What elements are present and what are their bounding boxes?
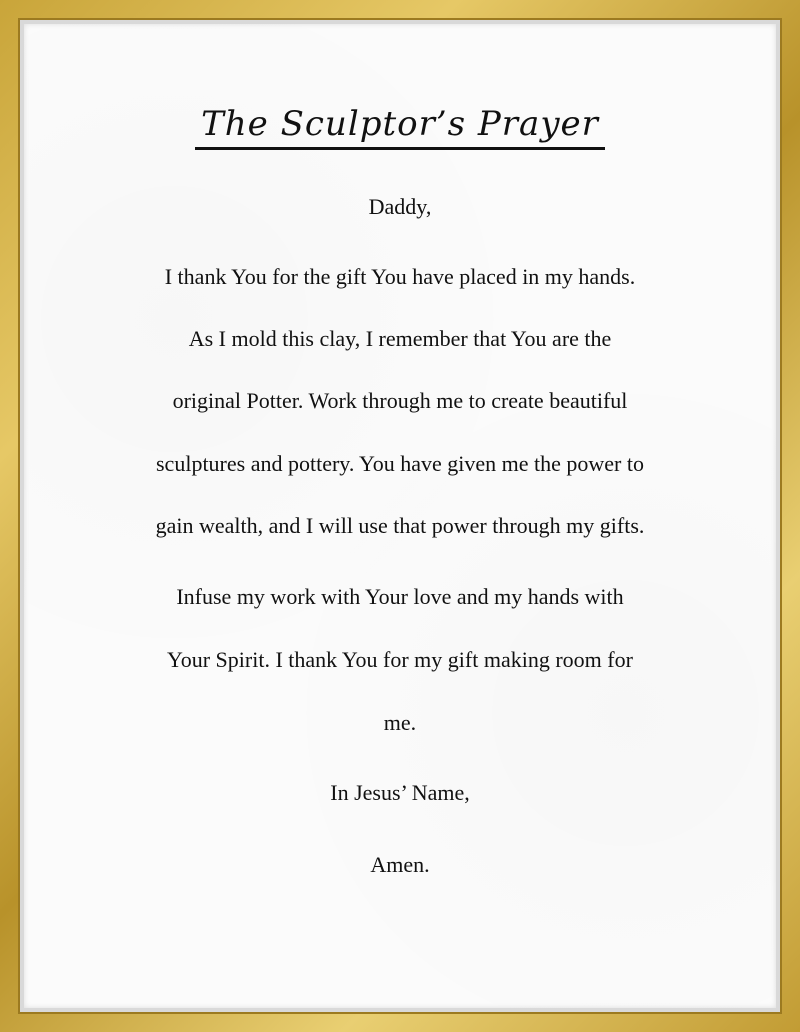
amen-line: Amen.	[370, 852, 430, 877]
title-container	[24, 104, 776, 150]
prayer-line-1: I thank You for the gift You have placed in my hands.	[164, 264, 636, 289]
closing-line: In Jesus’ Name,	[330, 780, 470, 805]
prayer-line-8: me.	[383, 710, 417, 735]
prayer-line-2: As I mold this clay, I remember that You are the	[188, 326, 612, 351]
paper-page	[24, 24, 776, 1008]
prayer-line-7: Your Spirit. I thank You for my gift making room for	[167, 647, 633, 672]
prayer-line-6: Infuse my work with Your love and my hands with	[176, 584, 624, 609]
salutation: Daddy,	[368, 194, 432, 219]
prayer-line-4: sculptures and pottery. You have given me the power to	[156, 451, 644, 476]
document-title: The Sculptor’s Prayer	[195, 104, 605, 150]
prayer-line-3: original Potter. Work through me to create beautiful	[172, 388, 628, 413]
prayer-line-5: gain wealth, and I will use that power through my gifts.	[155, 513, 645, 538]
